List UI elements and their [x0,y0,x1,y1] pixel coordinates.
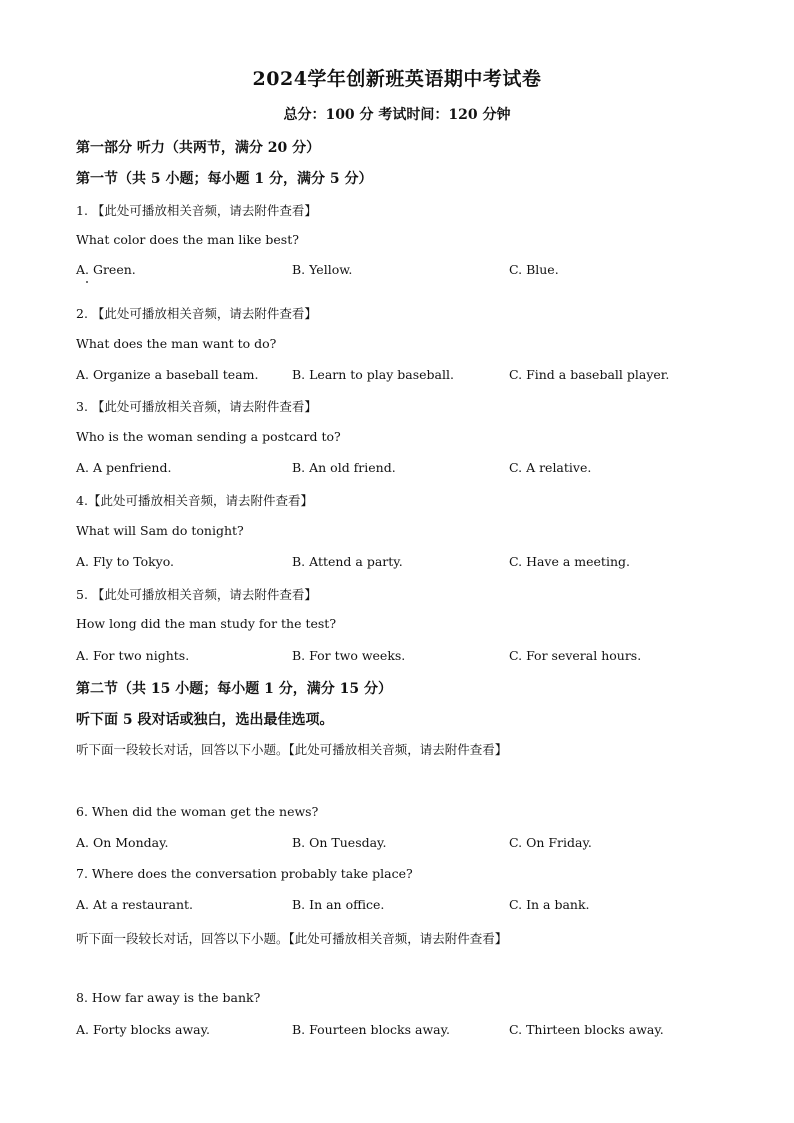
audio-note: 【此处可播放相关音频，请去附件查看】 [91,399,317,414]
question-number: 4. [76,493,88,508]
question-2-audio[interactable] [76,304,317,322]
question-6-option-b[interactable]: B. On Tuesday. [292,835,387,850]
question-2-option-a[interactable]: A. Organize a baseball team. [76,367,259,382]
question-number: 3. [76,399,92,414]
section2-heading: 第二节（共 15 小题；每小题 1 分，满分 15 分） [76,681,392,697]
question-2-option-b[interactable]: B. Learn to play baseball. [292,367,454,382]
question-7-option-c[interactable]: C. In a bank. [509,897,590,912]
question-7-option-a[interactable]: A. At a restaurant. [76,897,193,912]
question-2-prompt: What does the man want to do? [76,336,277,351]
question-6-option-a[interactable]: A. On Monday. [76,835,169,850]
question-5-prompt: How long did the man study for the test? [76,616,337,631]
question-1-audio[interactable] [76,201,317,219]
question-4-prompt: What will Sam do tonight? [76,523,244,538]
question-5-option-a[interactable]: A. For two nights. [76,648,190,663]
question-5-option-b[interactable]: B. For two weeks. [292,648,406,663]
question-3-option-b[interactable]: B. An old friend. [292,460,396,475]
section1-heading: 第一节（共 5 小题；每小题 1 分，满分 5 分） [76,171,373,187]
exam-info: 总分：100 分 考试时间：120 分钟 [283,107,511,123]
question-4-option-c[interactable]: C. Have a meeting. [509,554,630,569]
audio-note: 【此处可播放相关音频，请去附件查看】 [91,306,317,321]
audio-note: 【此处可播放相关音频，请去附件查看】 [91,587,317,602]
question-8-prompt: 8. How far away is the bank? [76,990,261,1005]
question-3-prompt: Who is the woman sending a postcard to? [76,429,341,444]
question-4-option-a[interactable]: A. Fly to Tokyo. [76,554,175,569]
part1-heading: 第一部分 听力（共两节，满分 20 分） [76,140,321,156]
question-1-option-b[interactable]: B. Yellow. [292,262,353,277]
question-7-option-b[interactable]: B. In an office. [292,897,385,912]
question-1-option-c[interactable]: C. Blue. [509,262,559,277]
question-6-option-c[interactable]: C. On Friday. [509,835,592,850]
question-3-option-a[interactable]: A. A penfriend. [76,460,172,475]
page-title: 2024学年创新班英语期中考试卷 [252,68,542,90]
question-5-option-c[interactable]: C. For several hours. [509,648,642,663]
question-3-option-c[interactable]: C. A relative. [509,460,592,475]
question-3-audio[interactable] [76,397,317,415]
question-8-option-a[interactable]: A. Forty blocks away. [76,1022,210,1037]
question-number: 5. [76,587,92,602]
question-5-audio[interactable] [76,585,317,603]
question-8-option-c[interactable]: C. Thirteen blocks away. [509,1022,664,1037]
audio-note: 【此处可播放相关音频，请去附件查看】 [87,493,313,508]
dialogue-2-intro[interactable]: 听下面一段较长对话，回答以下小题。【此处可播放相关音频，请去附件查看】 [76,931,508,946]
stray-dot [86,281,88,283]
question-4-option-b[interactable]: B. Attend a party. [292,554,403,569]
question-1-option-a[interactable]: A. Green. [76,262,136,277]
question-6-prompt: 6. When did the woman get the news? [76,804,319,819]
question-1-prompt: What color does the man like best? [76,232,299,247]
question-8-option-b[interactable]: B. Fourteen blocks away. [292,1022,450,1037]
question-4-audio[interactable] [76,491,313,509]
question-number: 1. [76,203,92,218]
dialogue-1-intro[interactable]: 听下面一段较长对话，回答以下小题。【此处可播放相关音频，请去附件查看】 [76,742,508,757]
question-2-option-c[interactable]: C. Find a baseball player. [509,367,670,382]
audio-note: 【此处可播放相关音频，请去附件查看】 [91,203,317,218]
question-7-prompt: 7. Where does the conversation probably take place? [76,866,413,881]
question-number: 2. [76,306,92,321]
section2-instruction: 听下面 5 段对话或独白，选出最佳选项。 [76,712,334,728]
